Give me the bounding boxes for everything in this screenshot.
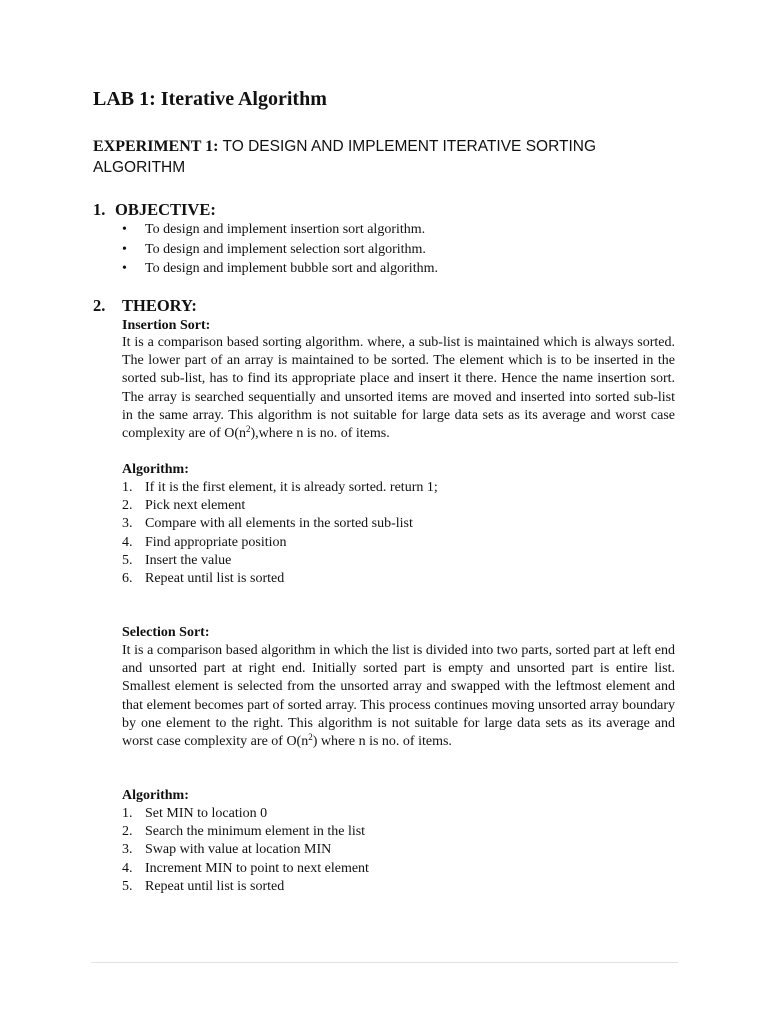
list-item: 5. Repeat until list is sorted <box>122 878 285 894</box>
page-divider <box>91 962 678 963</box>
selection-algorithm-heading: Algorithm: <box>122 788 189 803</box>
insertion-paragraph-exponent: 2 <box>246 424 251 435</box>
lab-title: LAB 1: Iterative Algorithm <box>93 88 327 110</box>
list-item: 4. Find appropriate position <box>122 534 287 550</box>
list-item: 3. Compare with all elements in the sorted sub-list <box>122 516 413 532</box>
insertion-paragraph-tail: ),where n is no. of items. <box>250 426 390 442</box>
selection-paragraph-exponent: 2 <box>308 732 313 743</box>
experiment-text: TO DESIGN AND IMPLEMENT ITERATIVE SORTING ALGORITHM <box>93 138 597 176</box>
selection-algorithm-steps <box>122 805 675 896</box>
list-item: 1. If it is the first element, it is already sorted. return 1; <box>122 480 438 495</box>
selection-sort-paragraph <box>122 642 675 751</box>
list-item: • To design and implement selection sort algorithm. <box>122 240 682 260</box>
theory-heading-text: THEORY: <box>122 296 197 315</box>
insertion-algorithm-steps <box>122 479 675 588</box>
insertion-algorithm-heading: Algorithm: <box>122 462 189 477</box>
list-item: 2. Search the minimum element in the list <box>122 824 366 840</box>
list-item: • To design and implement insertion sort algorithm. <box>122 220 682 240</box>
objective-list <box>122 220 682 279</box>
objective-number: 1. <box>93 200 106 219</box>
theory-heading <box>93 296 197 316</box>
list-item: 2. Pick next element <box>122 498 246 514</box>
list-item: 6. Repeat until list is sorted <box>122 571 285 587</box>
list-item: 3. Swap with value at location MIN <box>122 842 332 858</box>
selection-paragraph-main: It is a comparison based algorithm in which the list is divided into two parts, sorted part at left end and unsorted part at right end. Initially sorted part is empty and unsorted part is entire list. Smallest element is selected from the unsorted array and swapped with the leftmost element and that element becomes part of sorted array. This process continues moving unsorted array boundary by one element to the right. This algorithm is not suitable for large data sets as its average and worst case complexity are of O(n <box>122 643 675 750</box>
insertion-sort-paragraph <box>122 334 675 443</box>
selection-paragraph-tail: ) where n is no. of items. <box>312 734 452 750</box>
experiment-label: EXPERIMENT 1: <box>93 138 219 155</box>
theory-number: 2. <box>93 296 106 315</box>
objective-heading <box>93 200 216 220</box>
list-item: 5. Insert the value <box>122 552 232 568</box>
insertion-paragraph-main: It is a comparison based sorting algorithm. where, a sub-list is maintained which is always sorted. The lower part of an array is maintained to be sorted. The element which is to be inserted in the sorted sub-list, has to find its appropriate place and insert it there. Hence the name insertion sort. The array is searched sequentially and unsorted items are moved and inserted into sorted sub-list in the same array. This algorithm is not suitable for large data sets as its average and worst case complexity are of O(n <box>122 335 675 442</box>
list-item: • To design and implement bubble sort and algorithm. <box>122 259 682 279</box>
list-item: 1. Set MIN to location 0 <box>122 806 268 821</box>
selection-sort-heading: Selection Sort: <box>122 625 210 640</box>
experiment-title <box>93 136 683 178</box>
objective-heading-text: OBJECTIVE: <box>115 200 216 219</box>
list-item: 4. Increment MIN to point to next element <box>122 860 369 876</box>
insertion-sort-heading: Insertion Sort: <box>122 318 211 333</box>
